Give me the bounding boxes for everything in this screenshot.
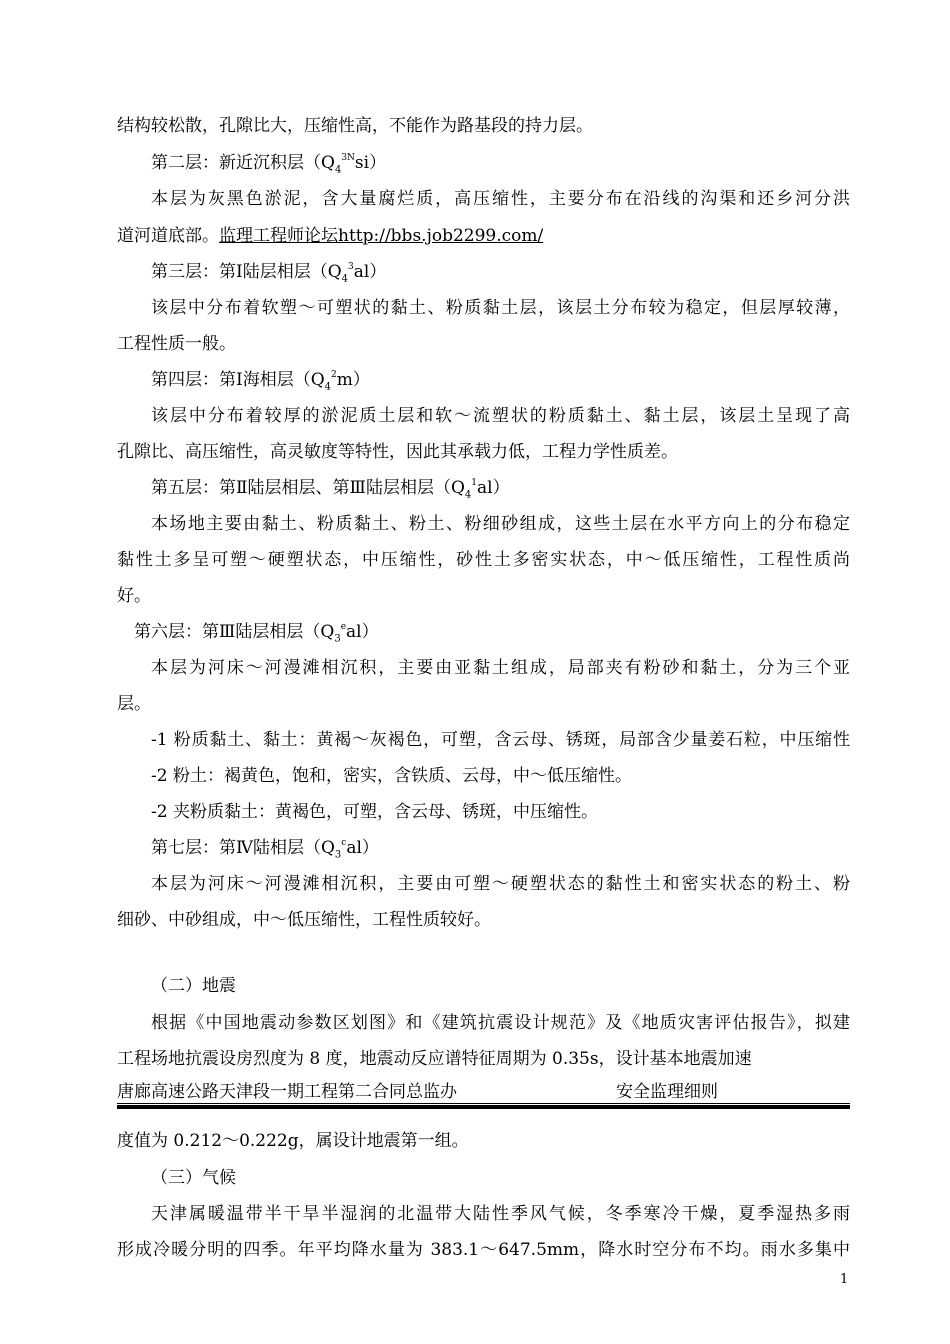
page-footer xyxy=(117,1080,850,1104)
footer-rule-thick xyxy=(117,1105,850,1109)
heading-text-end: al） xyxy=(346,838,379,858)
section-title-earthquake: （二）地震 xyxy=(151,976,236,996)
body-line: 该层中分布着较厚的淤泥质土层和软～流塑状的粉质黏土、黏土层，该层土呈现了高 xyxy=(151,406,850,426)
heading-text: 第四层：第Ⅰ海相层（Q xyxy=(151,370,325,390)
section-heading xyxy=(151,260,850,284)
heading-text: 第二层：新近沉积层（Q xyxy=(151,153,335,173)
footer-doc-title: 安全监理细则 xyxy=(616,1082,718,1102)
body-line xyxy=(117,224,850,248)
section-heading xyxy=(151,836,850,860)
body-line: 黏性土多呈可塑～硬塑状态，中压缩性，砂性土多密实状态，中～低压缩性，工程性质尚 xyxy=(117,550,850,570)
superscript: 3 xyxy=(348,262,354,273)
section-heading xyxy=(134,620,850,644)
body-line: 天津属暖温带半干旱半湿润的北温带大陆性季风气候，冬季寒冷干燥，夏季湿热多雨 xyxy=(151,1204,850,1224)
sublayer-line: -2 夹粉质黏土：黄褐色，可塑，含云母、锈斑，中压缩性。 xyxy=(151,802,598,822)
body-line: 本层为河床～河漫滩相沉积，主要由可塑～硬塑状态的黏性土和密实状态的粉土、粉 xyxy=(151,874,850,894)
heading-text-end: al） xyxy=(346,622,379,642)
section-title-climate: （三）气候 xyxy=(151,1168,236,1188)
subscript: 4 xyxy=(464,489,472,501)
superscript: c xyxy=(341,838,347,849)
subscript: 4 xyxy=(334,164,342,176)
heading-text-end: si） xyxy=(354,153,387,173)
heading-text: 第七层：第Ⅳ陆相层（Q xyxy=(151,838,335,858)
body-line: 孔隙比、高压缩性，高灵敏度等特性，因此其承载力低，工程力学性质差。 xyxy=(117,442,678,462)
superscript: 2 xyxy=(331,370,337,381)
section-heading xyxy=(151,368,850,392)
body-line: 本层为灰黑色淤泥，含大量腐烂质，高压缩性，主要分布在沿线的沟渠和还乡河分洪 xyxy=(151,189,850,209)
section-heading xyxy=(151,476,850,500)
page-number: 1 xyxy=(840,1272,849,1287)
forum-link[interactable]: 监理工程师论坛 xyxy=(219,226,338,246)
body-line: 层。 xyxy=(117,694,151,714)
footer-project-name: 唐廊高速公路天津段一期工程第二合同总监办 xyxy=(117,1082,457,1102)
body-line: 结构较松散，孔隙比大，压缩性高，不能作为路基段的持力层。 xyxy=(117,116,593,136)
superscript: 1 xyxy=(471,478,477,489)
body-line: 本场地主要由黏土、粉质黏土、粉土、粉细砂组成，这些土层在水平方向上的分布稳定 xyxy=(151,514,850,534)
heading-text-end: m） xyxy=(336,370,370,390)
sublayer-line: -2 粉土：褐黄色，饱和，密实，含铁质、云母，中～低压缩性。 xyxy=(151,766,632,786)
subscript: 4 xyxy=(324,381,332,393)
heading-text: 第六层：第Ⅲ陆层相层（Q xyxy=(134,622,335,642)
footer-rule-thin xyxy=(117,1103,850,1104)
body-line: 该层中分布着软塑～可塑状的黏土、粉质黏土层，该层土分布较为稳定，但层厚较薄， xyxy=(151,298,850,318)
forum-url-link[interactable]: http://bbs.job2299.com/ xyxy=(338,226,544,246)
subscript: 3 xyxy=(334,633,341,645)
heading-text: 第五层：第Ⅱ陆层相层、第Ⅲ陆层相层（Q xyxy=(151,478,465,498)
heading-text: 第三层：第Ⅰ陆层相层（Q xyxy=(151,262,342,282)
body-line: 本层为河床～河漫滩相沉积，主要由亚黏土组成，局部夹有粉砂和黏土，分为三个亚 xyxy=(151,658,850,678)
body-line: 好。 xyxy=(117,586,151,606)
body-line: 工程性质一般。 xyxy=(117,334,236,354)
heading-text-end: al） xyxy=(477,478,510,498)
body-line: 度值为 0.212～0.222g，属设计地震第一组。 xyxy=(117,1131,469,1151)
body-line: 根据《中国地震动参数区划图》和《建筑抗震设计规范》及《地质灾害评估报告》，拟建 xyxy=(151,1013,850,1033)
heading-text-end: al） xyxy=(353,262,387,282)
body-text: 道河道底部。 xyxy=(117,226,219,246)
body-line: 细砂、中砂组成，中～低压缩性，工程性质较好。 xyxy=(117,910,491,930)
sublayer-line: -1 粉质黏土、黏土：黄褐～灰褐色，可塑，含云母、锈斑，局部含少量姜石粒，中压缩性 xyxy=(151,730,850,750)
section-heading xyxy=(151,151,850,175)
subscript: 4 xyxy=(341,273,349,285)
subscript: 3 xyxy=(334,849,342,861)
body-line: 形成冷暖分明的四季。年平均降水量为 383.1～647.5mm，降水时空分布不均。雨水多集中 xyxy=(117,1240,850,1260)
superscript: e xyxy=(340,622,347,633)
superscript: 3N xyxy=(341,153,355,164)
body-line: 工程场地抗震设房烈度为 8 度，地震动反应谱特征周期为 0.35s，设计基本地震加速 xyxy=(117,1049,752,1069)
